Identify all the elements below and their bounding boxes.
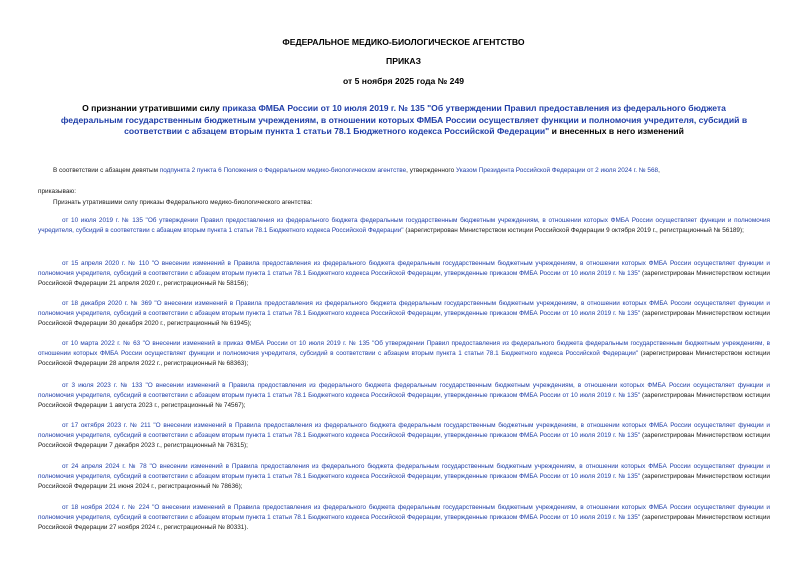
agency-name: ФЕДЕРАЛЬНОЕ МЕДИКО-БИОЛОГИЧЕСКОЕ АГЕНТСТВО — [282, 37, 525, 47]
title-prefix: О признании утратившими силу — [82, 103, 223, 113]
order-link[interactable]: от 15 апреля 2020 г. № 110 "О внесении изменений в Правила предоставления из федерального бюджета федеральным государственным бюджетным учреждениям, в отношении которых ФМБА России осуществляет функции и полномочия учредителя, субсидий в соответствии с абзацем вторым пункта 1 статьи 78.1 Бюджетного кодекса Российской Федерации, утвержденные приказом ФМБА России от 10 июля 2019 г. № 135" — [38, 260, 770, 277]
order-link[interactable]: от 10 марта 2022 г. № 63 "О внесении изменений в приказ ФМБА России от 10 июля 2019 г. № 135 "Об утверждении Правил предоставления из федерального бюджета федеральным государственным бюджетным учреждениям, в отношении которых ФМБА России осуществляет функции и полномочия учредителя, субсидий в соответствии с абзацем вторым пункта 1 статьи 78.1 Бюджетного кодекса Российской Федерации" — [38, 340, 770, 357]
legal-basis-paragraph — [53, 166, 773, 176]
list-item — [38, 339, 770, 369]
registration-note: (зарегистрирован Министерством юстиции Российской Федерации 30 декабря 2020 г., регистрационный № 61945); — [38, 309, 770, 327]
basis-text-3: , — [658, 167, 660, 174]
list-item — [38, 503, 770, 533]
list-item — [38, 421, 770, 451]
list-item — [38, 259, 770, 289]
recognize-paragraph: Признать утратившими силу приказы Федерального медико-биологического агентства: — [53, 199, 313, 206]
order-link[interactable]: от 17 октября 2023 г. № 211 "О внесении изменений в Правила предоставления из федерального бюджета федеральным государственным бюджетным учреждениям, в отношении которых ФМБА России осуществляет функции и полномочия учредителя, субсидий в соответствии с абзацем вторым пункта 1 статьи 78.1 Бюджетного кодекса Российской Федерации, утвержденные приказом ФМБА России от 10 июля 2019 г. № 135" — [38, 422, 770, 439]
basis-text-1: В соответствии с абзацем девятым — [53, 167, 160, 174]
list-item — [38, 462, 770, 492]
registration-note: (зарегистрирован Министерством юстиции Российской Федерации 21 июня 2024 г., регистрационный № 78636); — [38, 472, 770, 490]
order-link[interactable]: от 18 ноября 2024 г. № 224 "О внесении изменений в Правила предоставления из федерального бюджета федеральным государственным бюджетным учреждениям, в отношении которых ФМБА России осуществляет функции и полномочия учредителя, субсидий в соответствии с абзацем вторым пункта 1 статьи 78.1 Бюджетного кодекса Российской Федерации, утвержденные приказом ФМБА России от 10 июля 2019 г. № 135" — [38, 504, 770, 521]
list-item — [38, 299, 770, 329]
title-link[interactable]: приказа ФМБА России от 10 июля 2019 г. № 135 "Об утверждении Правил предоставления из федерального бюджета федеральным государственным бюджетным учреждениям, в отношении которых ФМБА России осуществляет функции и полномочия учредителя, субсидий в соответствии с абзацем вторым пункта 1 статьи 78.1 Бюджетного кодекса Российской Федерации" — [60, 103, 748, 137]
title-suffix: и внесенных в него изменений — [549, 126, 684, 137]
registration-note: (зарегистрирован Министерством юстиции Российской Федерации 28 апреля 2022 г., регистрационный № 68363); — [38, 349, 770, 367]
registration-note: (зарегистрирован Министерством юстиции Российской Федерации 7 декабря 2023 г., регистрационный № 76315); — [38, 431, 770, 449]
order-link[interactable]: от 18 декабря 2020 г. № 369 "О внесении изменений в Правила предоставления из федерального бюджета федеральным государственным бюджетным учреждениям, в отношении которых ФМБА России осуществляет функции и полномочия учредителя, субсидий в соответствии с абзацем вторым пункта 1 статьи 78.1 Бюджетного кодекса Российской Федерации, утвержденные приказом ФМБА России от 10 июля 2019 г. № 135" — [38, 300, 770, 317]
registration-note: (зарегистрирован Министерством юстиции Российской Федерации 9 октября 2019 г., регистрационный № 56189); — [403, 226, 744, 234]
document-type: ПРИКАЗ — [386, 56, 421, 66]
registration-note: (зарегистрирован Министерством юстиции Российской Федерации 1 августа 2023 г., регистрационный № 74567); — [38, 391, 770, 409]
order-link[interactable]: от 3 июля 2023 г. № 133 "О внесении изменений в Правила предоставления из федерального бюджета федеральным государственным бюджетным учреждениям, в отношении которых ФМБА России осуществляет функции и полномочия учредителя, субсидий в соответствии с абзацем вторым пункта 1 статьи 78.1 Бюджетного кодекса Российской Федерации, утвержденные приказом ФМБА России от 10 июля 2019 г. № 135" — [38, 382, 770, 399]
order-link[interactable]: от 10 июля 2019 г. № 135 "Об утверждении Правил предоставления из федерального бюджета федеральным государственным бюджетным учреждениям, в отношении которых ФМБА России осуществляет функции и полномочия учредителя, субсидий в соответствии с абзацем вторым пункта 1 статьи 78.1 Бюджетного кодекса Российской Федерации" — [38, 217, 770, 234]
document-title — [58, 103, 750, 138]
registration-note: (зарегистрирован Министерством юстиции Российской Федерации 27 ноября 2024 г., регистрационный № 80331). — [38, 513, 770, 531]
registration-note: (зарегистрирован Министерством юстиции Российской Федерации 21 апреля 2020 г., регистрационный № 58156); — [38, 269, 770, 287]
document-date-number: от 5 ноября 2025 года № 249 — [342, 76, 465, 86]
list-item — [38, 216, 770, 236]
basis-link-decree[interactable]: Указом Президента Российской Федерации от 2 июля 2024 г. № 568 — [455, 167, 659, 174]
basis-text-2: , утвержденного — [406, 167, 456, 174]
order-word: приказываю: — [38, 188, 76, 195]
order-link[interactable]: от 24 апреля 2024 г. № 78 "О внесении изменений в Правила предоставления из федерального бюджета федеральным государственным бюджетным учреждениям, в отношении которых ФМБА России осуществляет функции и полномочия учредителя, субсидий в соответствии с абзацем вторым пункта 1 статьи 78.1 Бюджетного кодекса Российской Федерации, утвержденные приказом ФМБА России от 10 июля 2019 г. № 135" — [38, 463, 770, 480]
list-item — [38, 381, 770, 411]
basis-link-regulation[interactable]: подпункта 2 пункта 6 Положения о Федеральном медико-биологическом агентстве — [159, 167, 407, 174]
